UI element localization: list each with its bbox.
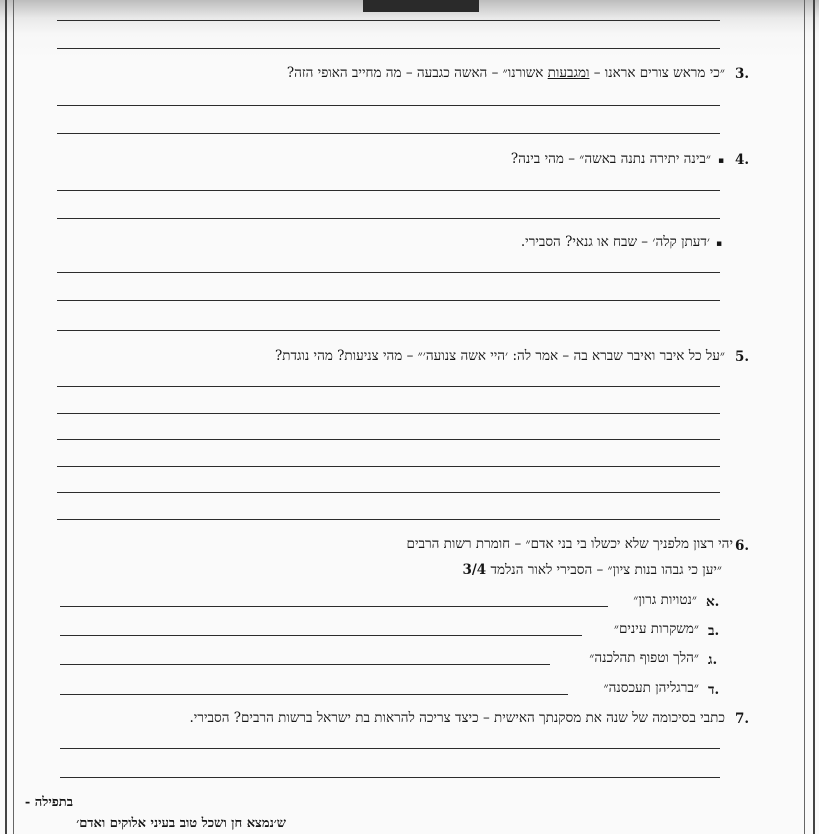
answer-line [57, 190, 720, 191]
answer-line [57, 519, 720, 520]
item-a-letter: א. [706, 594, 720, 610]
page-border-inner [13, 0, 805, 834]
answer-line [57, 466, 720, 467]
question-7-number: 7. [735, 711, 750, 727]
answer-line [57, 330, 720, 331]
answer-line [60, 748, 720, 749]
item-c-text: ״הלך וטפוף תהלכנה״ [589, 650, 699, 666]
question-4-sub-bullet: ▪ [716, 239, 723, 249]
question-3-number: 3. [735, 66, 750, 82]
answer-line [57, 218, 720, 219]
question-3-text [287, 65, 725, 81]
answer-line [57, 492, 720, 493]
answer-line [57, 48, 720, 49]
answer-line [57, 300, 720, 301]
answer-line [57, 439, 720, 440]
answer-line [57, 272, 720, 273]
question-4-bullet: ▪ [718, 156, 725, 166]
footer-line-1: בתפילה - [24, 795, 73, 810]
answer-line [57, 133, 720, 134]
item-d-letter: ד. [708, 682, 720, 698]
question-4-number: 4. [735, 152, 750, 168]
question-6-fraction: 3/4 [462, 562, 487, 578]
question-6-number: 6. [735, 538, 750, 554]
answer-line [60, 635, 582, 636]
question-5-text: ״על כל איבר ואיבר שברא בה – אמר לה: ׳היי אשה צנועה׳״ – מהי צניעות? מהי נוגדת? [274, 348, 725, 364]
item-d-text: ״ברגליהן תעכסנה״ [603, 680, 699, 696]
answer-line [60, 694, 568, 695]
answer-line [57, 20, 720, 21]
answer-line [60, 777, 720, 778]
question-5-number: 5. [735, 349, 750, 365]
question-7-text: כתבי בסיכומה של שנה את מסקנתך האישית – כיצד צריכה להראות בת ישראל ברשות הרבים? הסבירי. [189, 710, 725, 726]
question-6-line2-text: ״יען כי גבהו בנות ציון״ – הסבירי לאור הנלמד [490, 562, 722, 578]
question-6-line1: יהי רצון מלפניך שלא יכשלו בי בני אדם״ – חומרת רשות הרבים [406, 536, 733, 552]
footer-line-2: ש׳נמצא חן ושכל טוב בעיני אלוקים ואדם׳ [76, 816, 286, 831]
item-b-letter: ב. [708, 623, 720, 639]
item-b-text: ״משקרות עינים״ [613, 621, 699, 637]
item-c-letter: ג. [708, 652, 718, 668]
answer-line [57, 386, 720, 387]
question-4-sub-text: ׳דעתן קלה׳ – שבח או גנאי? הסבירי. [520, 234, 710, 250]
answer-line [60, 664, 550, 665]
question-6-line2 [462, 562, 722, 578]
answer-line [57, 105, 720, 106]
question-3-text-end: אשורנו״ – האשה כגבעה – מה מחייב האופי הזה? [286, 65, 548, 81]
header-tab-block [363, 0, 479, 12]
item-a-text: ״נטויות גרון״ [633, 592, 697, 608]
answer-line [60, 606, 608, 607]
question-3-underlined-word: ומגבעות [547, 65, 590, 81]
question-4-text: ״בינה יתירה נתנה באשה״ – מהי בינה? [510, 151, 711, 167]
question-3-text-start: ״כי מראש צורים אראנו – [589, 65, 725, 81]
answer-line [57, 413, 720, 414]
